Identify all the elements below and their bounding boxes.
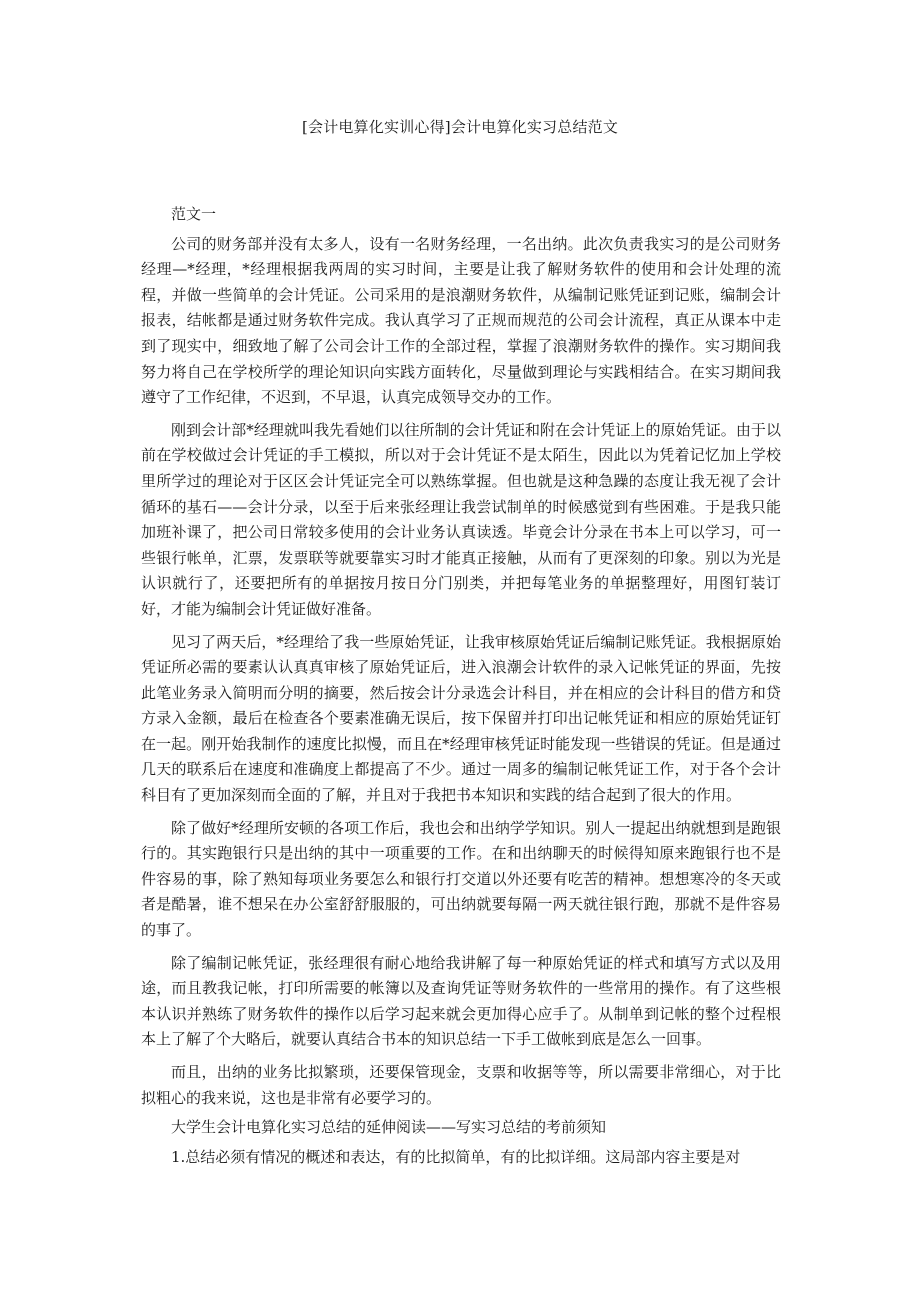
paragraph: 除了做好*经理所安顿的各项工作后，我也会和出纳学学知识。别人一提起出纳就想到是跑银行的。其实跑银行只是出纳的其中一项重要的工作。在和出纳聊天的时候得知原来跑银行也不是件容易的事，除了熟知每项业务要怎么和银行打交道以外还要有吃苦的精神。想想寒冷的冬天或者是酷暑，谁不想呆在办公室舒舒服服的，可出纳就要每隔一两天就往银行跑，那就不是件容易的事了。: [141, 818, 781, 940]
paragraph: 见习了两天后，*经理给了我一些原始凭证，让我审核原始凭证后编制记账凭证。我根据原始凭证所必需的要素认认真真审核了原始凭证后，进入浪潮会计软件的录入记帐凭证的界面，先按此笔业务录入简明而分明的摘要，然后按会计分录选会计科目，并在相应的会计科目的借方和贷方录入金额，最后在检查各个要素准确无误后，按下保留并打印出记帐凭证和相应的原始凭证钉在一起。刚开始我制作的速度比拟慢，而且在*经理审核凭证时能发现一些错误的凭证。但是通过几天的联系后在速度和准确度上都提高了不少。通过一周多的编制记帐凭证工作，对于各个会计科目有了更加深刻而全面的了解，并且对于我把书本知识和实践的结合起到了很大的作用。: [141, 632, 781, 805]
paragraph: 除了编制记帐凭证，张经理很有耐心地给我讲解了每一种原始凭证的样式和填写方式以及用途，而且教我记帐，打印所需要的帐簿以及查询凭证等财务软件的一些常用的操作。有了这些根本认识并熟练了财务软件的操作以后学习起来就会更加得心应手了。从制单到记帐的整个过程根本上了解了个大略后，就要认真结合书本的知识总结一下手工做帐到底是怎么一回事。: [141, 953, 781, 1049]
document-title: [会计电算化实训心得]会计电算化实习总结范文: [301, 118, 619, 136]
paragraph: 公司的财务部并没有太多人，设有一名财务经理，一名出纳。此次负责我实习的是公司财务经理—*经理，*经理根据我两周的实习时间，主要是让我了解财务软件的使用和会计处理的流程，并做一些简单的会计凭证。公司采用的是浪潮财务软件，从编制记账凭证到记账，编制会计报表，结帐都是通过财务软件完成。我认真学习了正规而规范的公司会计流程，真正从课本中走到了现实中，细致地了解了公司会计工作的全部过程，掌握了浪潮财务软件的操作。实习期间我努力将自己在学校所学的理论知识向实践方面转化，尽量做到理论与实践相结合。在实习期间我遵守了工作纪律，不迟到，不早退，认真完成领导交办的工作。: [141, 234, 781, 407]
paragraph: 1.总结必须有情况的概述和表达，有的比拟简单，有的比拟详细。这局部内容主要是对: [171, 1147, 741, 1166]
document-body: [141, 202, 781, 1177]
section-heading: 范文一: [171, 205, 217, 223]
paragraph: 而且，出纳的业务比拟繁琐，还要保管现金，支票和收据等等，所以需要非常细心，对于比拟粗心的我来说，这也是非常有必要学习的。: [141, 1063, 781, 1107]
extended-reading-heading: 大学生会计电算化实习总结的延伸阅读——写实习总结的考前须知: [171, 1118, 607, 1137]
paragraph: 刚到会计部*经理就叫我先看她们以往所制的会计凭证和附在会计凭证上的原始凭证。由于以前在学校做过会计凭证的手工模拟，所以对于会计凭证不是太陌生，因此以为凭着记忆加上学校里所学过的理论对于区区会计凭证完全可以熟练掌握。但也就是这种急躁的态度让我无视了会计循环的基石——会计分录，以至于后来张经理让我尝试制单的时候感觉到有些困难。于是我只能加班补课了，把公司日常较多使用的会计业务认真读透。毕竟会计分录在书本上可以学习，可一些银行帐单，汇票，发票联等就要靠实习时才能真正接触，从而有了更深刻的印象。别以为光是认识就行了，还要把所有的单据按月按日分门别类，并把每笔业务的单据整理好，用图钉装订好，才能为编制会计凭证做好准备。: [141, 420, 781, 618]
